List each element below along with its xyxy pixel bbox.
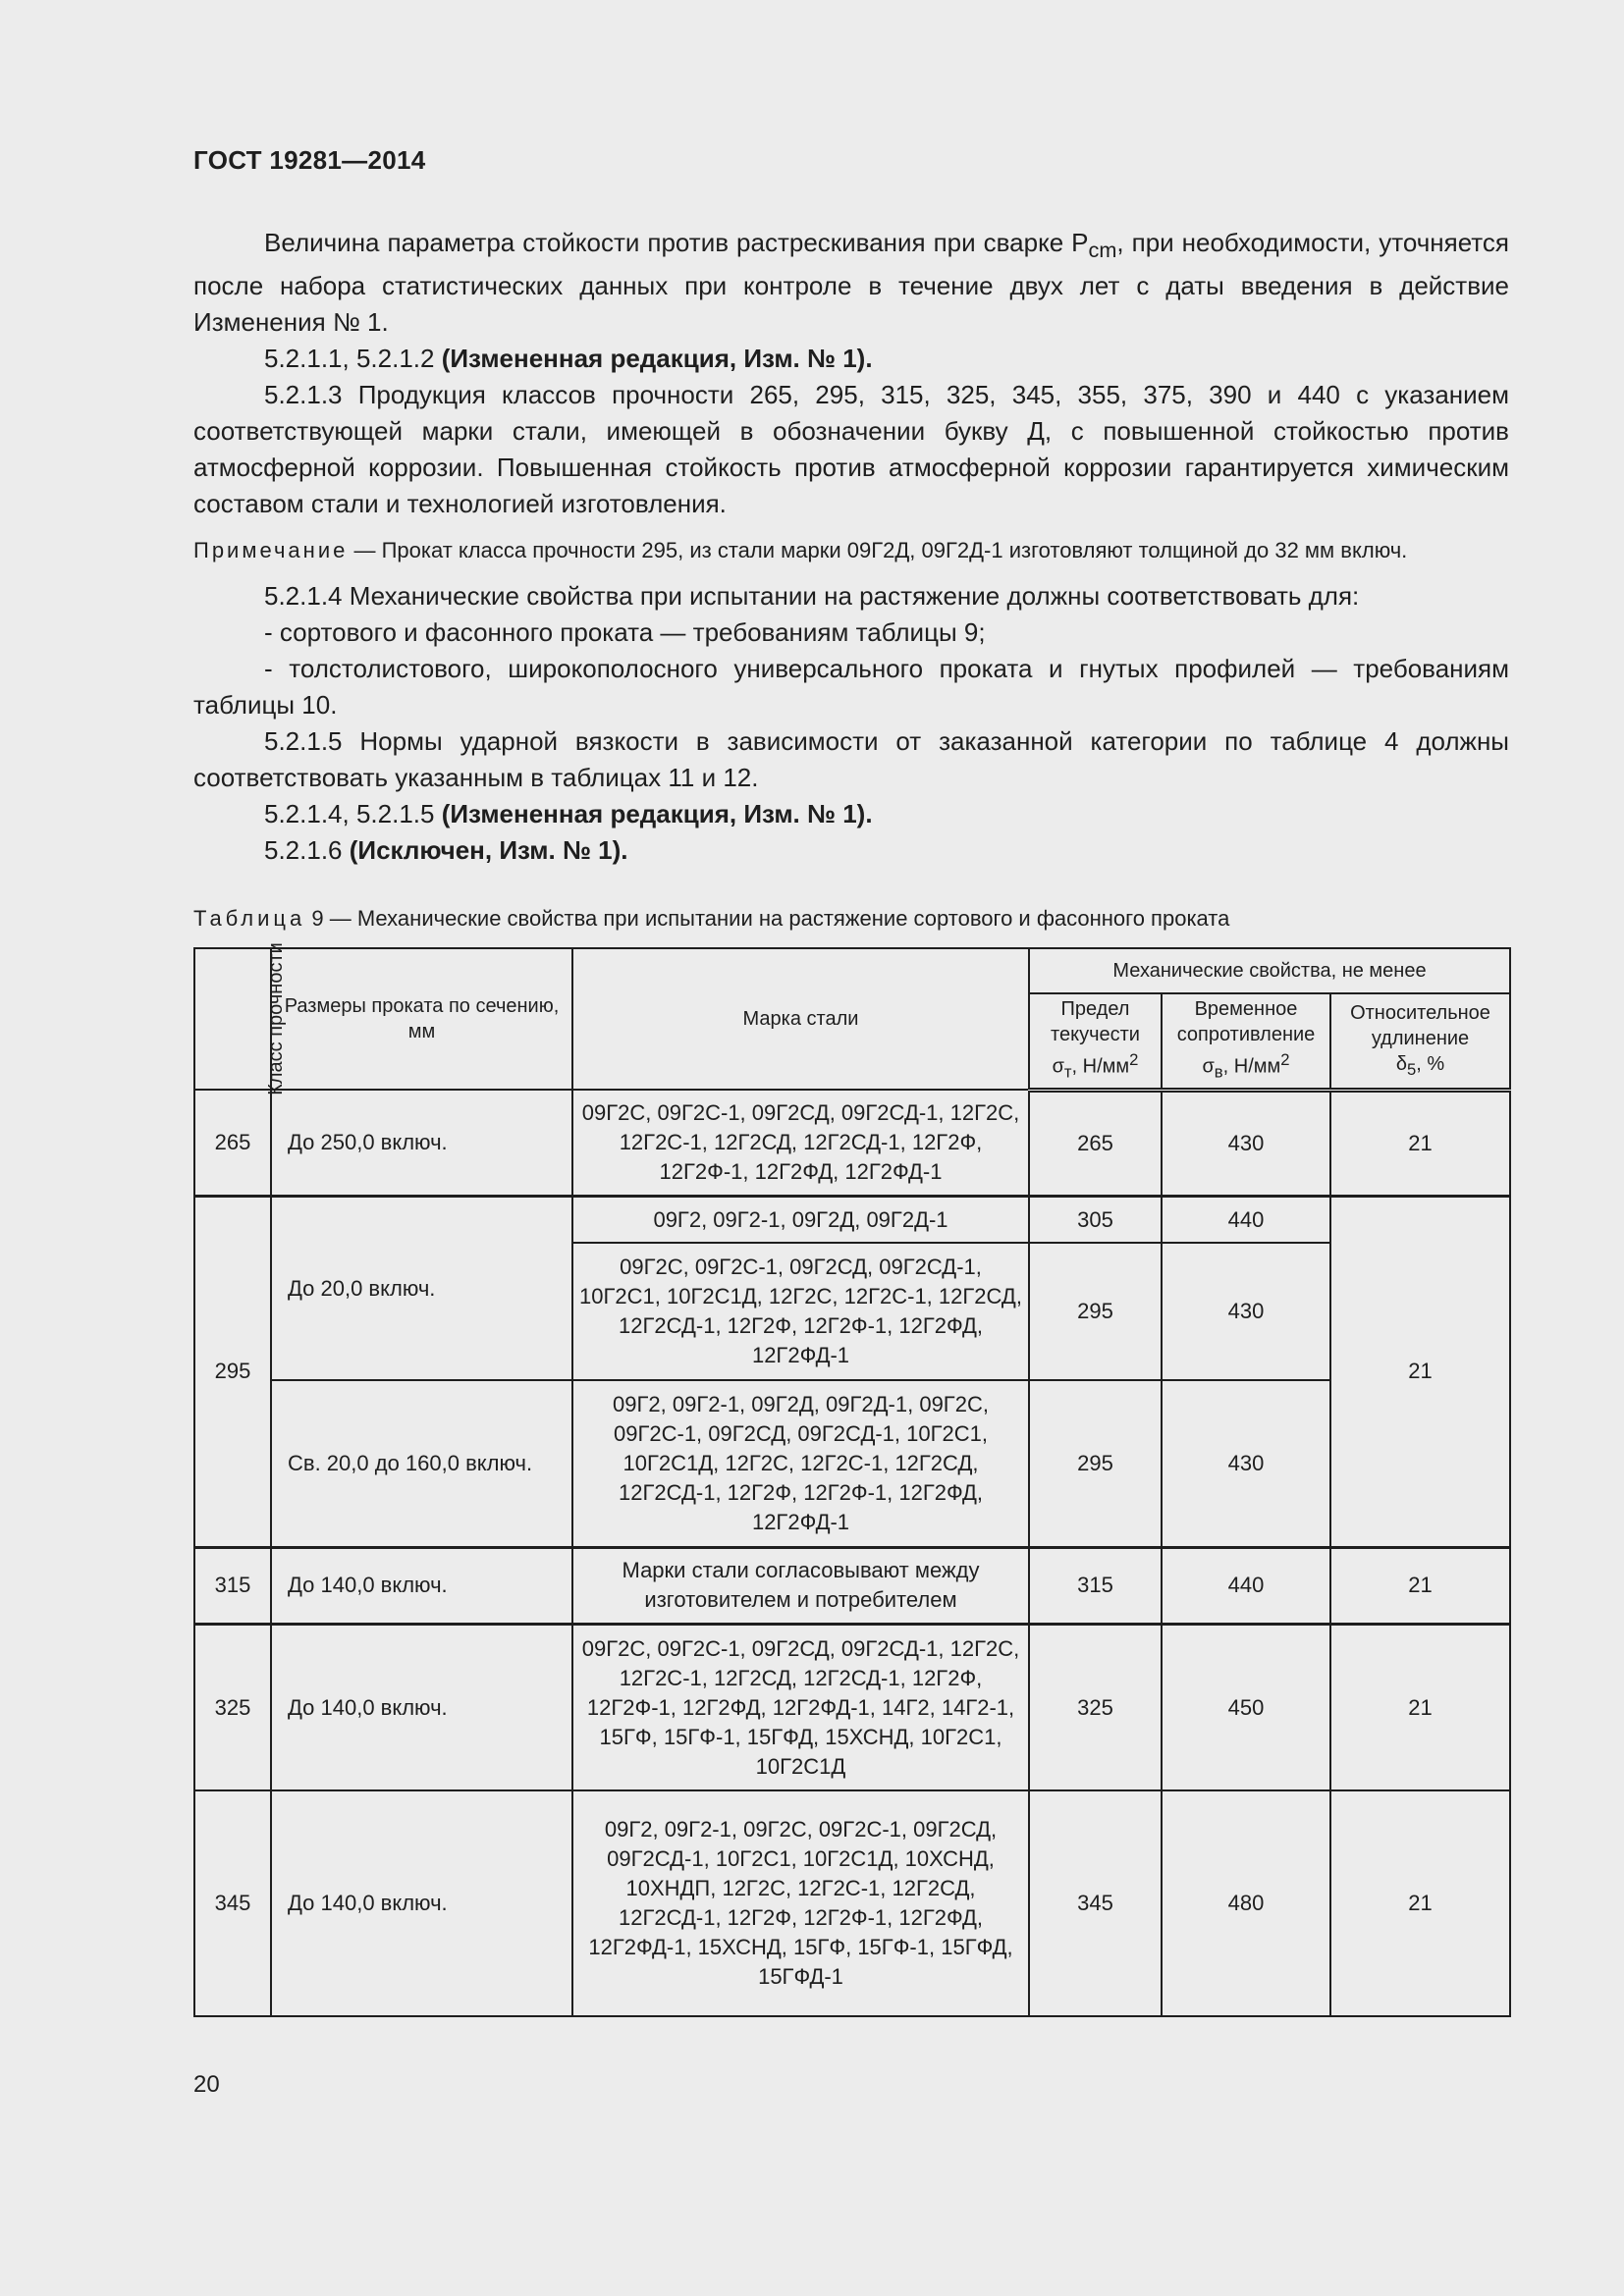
- paragraph-5-2-1-6: [193, 832, 1509, 869]
- cell-yield: 315: [1029, 1547, 1162, 1624]
- cell-yield: 305: [1029, 1196, 1162, 1243]
- table-row: [194, 1196, 1510, 1243]
- p1-rest-text: , при необходимости, уточняется после набора статистических данных при контроле в течение двух лет с даты введения в действие Изменения № 1.: [193, 228, 1510, 338]
- cell-elong: 21: [1330, 1624, 1510, 1790]
- p2-number: 5.2.1.1, 5.2.1.2: [264, 344, 435, 374]
- cell-grade: 09Г2С, 09Г2С-1, 09Г2СД, 09Г2СД-1, 10Г2С1, 10Г2С1Д, 12Г2С, 12Г2С-1, 12Г2СД, 12Г2СД-1, 12Г2Ф, 12Г2Ф-1, 12Г2ФД, 12Г2ФД-1: [572, 1243, 1029, 1380]
- note-text: — Прокат класса прочности 295, из стали марки 09Г2Д, 09Г2Д-1 изготовляют толщиной до 32 мм включ.: [348, 538, 1408, 563]
- cell-yield: 265: [1029, 1090, 1162, 1196]
- header-yield: Предел текучести $\sigma_т$, $Н/мм^2$: [1029, 993, 1162, 1090]
- p6-number: 5.2.1.4, 5.2.1.5: [264, 799, 435, 829]
- mechanical-properties-table: [193, 942, 1511, 2017]
- cell-elong: 21: [1330, 1196, 1510, 1547]
- cell-size: До 250,0 включ.: [271, 1090, 572, 1196]
- cell-tensile: 440: [1162, 1547, 1330, 1624]
- paragraph-amendment-1: [193, 796, 1509, 832]
- p7-bold-text: (Исключен, Изм. № 1).: [349, 835, 628, 866]
- list-item-1: - сортового и фасонного проката — требованиям таблицы 9;: [264, 617, 986, 648]
- cell-size: До 140,0 включ.: [271, 1547, 572, 1624]
- cell-tensile: 430: [1162, 1090, 1330, 1196]
- document-code-header: ГОСТ 19281—2014: [193, 145, 426, 175]
- cell-class: 295: [194, 1196, 271, 1547]
- header-class: Класс прочности: [194, 948, 271, 1090]
- paragraph-5-2-1-1: [193, 341, 1509, 377]
- cell-yield: 345: [1029, 1790, 1162, 2016]
- cell-class: 315: [194, 1547, 271, 1624]
- cell-tensile: 440: [1162, 1196, 1330, 1243]
- cell-class: 265: [194, 1090, 271, 1196]
- cell-size: До 140,0 включ.: [271, 1624, 572, 1790]
- cell-grade: 09Г2, 09Г2-1, 09Г2С, 09Г2С-1, 09Г2СД, 09Г2СД-1, 10Г2С1, 10Г2С1Д, 10ХСНД, 10ХНДП, 12Г2С, 12Г2С-1, 12Г2СД, 12Г2СД-1, 12Г2Ф, 12Г2Ф-1, 12Г2ФД, 12Г2ФД-1, 15ХСНД, 15ГФ, 15ГФ-1, 15ГФД, 15ГФД-1: [572, 1790, 1029, 2016]
- header-grade: Марка стали: [572, 948, 1029, 1090]
- cell-grade: 09Г2, 09Г2-1, 09Г2Д, 09Г2Д-1, 09Г2С, 09Г2С-1, 09Г2СД, 09Г2СД-1, 10Г2С1, 10Г2С1Д, 12Г2С, 12Г2С-1, 12Г2СД, 12Г2СД-1, 12Г2Ф, 12Г2Ф-1, 12Г2ФД, 12Г2ФД-1: [572, 1380, 1029, 1547]
- p2-bold-text: (Измененная редакция, Изм. № 1).: [441, 344, 873, 374]
- header-sizes: Размеры проката по сечению, мм: [271, 948, 572, 1090]
- note-label: Примечание: [193, 538, 349, 563]
- cell-class: 345: [194, 1790, 271, 2016]
- p1-text: Величина параметра стойкости против растрескивания при сварке P: [264, 228, 1089, 257]
- document-page: [193, 145, 1509, 2017]
- list-item-2: - толстолистового, широкополосного универсального проката и гнутых профилей — требованиям таблицы 10.: [193, 654, 1509, 721]
- table-caption-label: Таблица: [193, 906, 306, 932]
- cell-grade: 09Г2С, 09Г2С-1, 09Г2СД, 09Г2СД-1, 12Г2С, 12Г2С-1, 12Г2СД, 12Г2СД-1, 12Г2Ф, 12Г2Ф-1, 12Г2ФД, 12Г2ФД-1, 14Г2, 14Г2-1, 15ГФ, 15ГФ-1, 15ГФД, 15ХСНД, 10Г2С1, 10Г2С1Д: [572, 1624, 1029, 1790]
- table-row: [194, 1090, 1510, 1196]
- p6-bold-text: (Измененная редакция, Изм. № 1).: [441, 799, 873, 829]
- cell-class: 325: [194, 1624, 271, 1790]
- paragraph-5-2-1-3: 5.2.1.3 Продукция классов прочности 265, 295, 315, 325, 345, 355, 375, 390 и 440 с указанием соответствующей марки стали, имеющей в обозначении букву Д, с повышенной стойкостью против атмосферной коррозии. Повышенная стойкость против атмосферной коррозии гарантируется химическим составом стали и технологией изготовления.: [193, 380, 1509, 519]
- p7-number: 5.2.1.6: [264, 835, 343, 866]
- cell-elong: 21: [1330, 1547, 1510, 1624]
- cell-elong: 21: [1330, 1790, 1510, 2016]
- table-caption-text: 9 — Механические свойства при испытании на растяжение сортового и фасонного проката: [311, 906, 1230, 932]
- header-mech-properties: Механические свойства, не менее: [1029, 948, 1510, 993]
- table-row: [194, 1380, 1510, 1547]
- cell-size: Св. 20,0 до 160,0 включ.: [271, 1380, 572, 1547]
- body-text-2: [193, 578, 1509, 869]
- cell-grade: Марки стали согласовывают между изготовителем и потребителем: [572, 1547, 1029, 1624]
- cell-yield: 325: [1029, 1624, 1162, 1790]
- paragraph-5-2-1-4: 5.2.1.4 Механические свойства при испытании на растяжение должны соответствовать для:: [264, 581, 1360, 612]
- page-number: 20: [193, 2071, 220, 2098]
- cell-yield: 295: [1029, 1380, 1162, 1547]
- p1-subscript: cm: [1088, 238, 1117, 263]
- cell-tensile: 450: [1162, 1624, 1330, 1790]
- body-text: [193, 225, 1509, 522]
- header-tensile: Временное сопротивление $\sigma_в$, $Н/мм^2$: [1162, 993, 1330, 1090]
- cell-grade: 09Г2, 09Г2-1, 09Г2Д, 09Г2Д-1: [572, 1196, 1029, 1243]
- table-row: [194, 1790, 1510, 2016]
- cell-elong: 21: [1330, 1090, 1510, 1196]
- note: [193, 534, 1509, 566]
- header-elongation: Относительное удлинение $\delta_5$, %: [1330, 993, 1510, 1090]
- table-row: [194, 1624, 1510, 1790]
- table-caption: [193, 906, 1509, 932]
- cell-tensile: 430: [1162, 1380, 1330, 1547]
- table-row: [194, 1547, 1510, 1624]
- cell-size: До 20,0 включ.: [271, 1196, 572, 1380]
- paragraph-5-2-1-5: 5.2.1.5 Нормы ударной вязкости в зависимости от заказанной категории по таблице 4 должны соответствовать указанным в таблицах 11 и 12.: [193, 726, 1509, 793]
- cell-grade: 09Г2С, 09Г2С-1, 09Г2СД, 09Г2СД-1, 12Г2С, 12Г2С-1, 12Г2СД, 12Г2СД-1, 12Г2Ф, 12Г2Ф-1, 12Г2ФД, 12Г2ФД-1: [572, 1090, 1029, 1196]
- cell-yield: 295: [1029, 1243, 1162, 1380]
- paragraph-pcm: [193, 225, 1509, 341]
- cell-tensile: 480: [1162, 1790, 1330, 2016]
- cell-size: До 140,0 включ.: [271, 1790, 572, 2016]
- cell-tensile: 430: [1162, 1243, 1330, 1380]
